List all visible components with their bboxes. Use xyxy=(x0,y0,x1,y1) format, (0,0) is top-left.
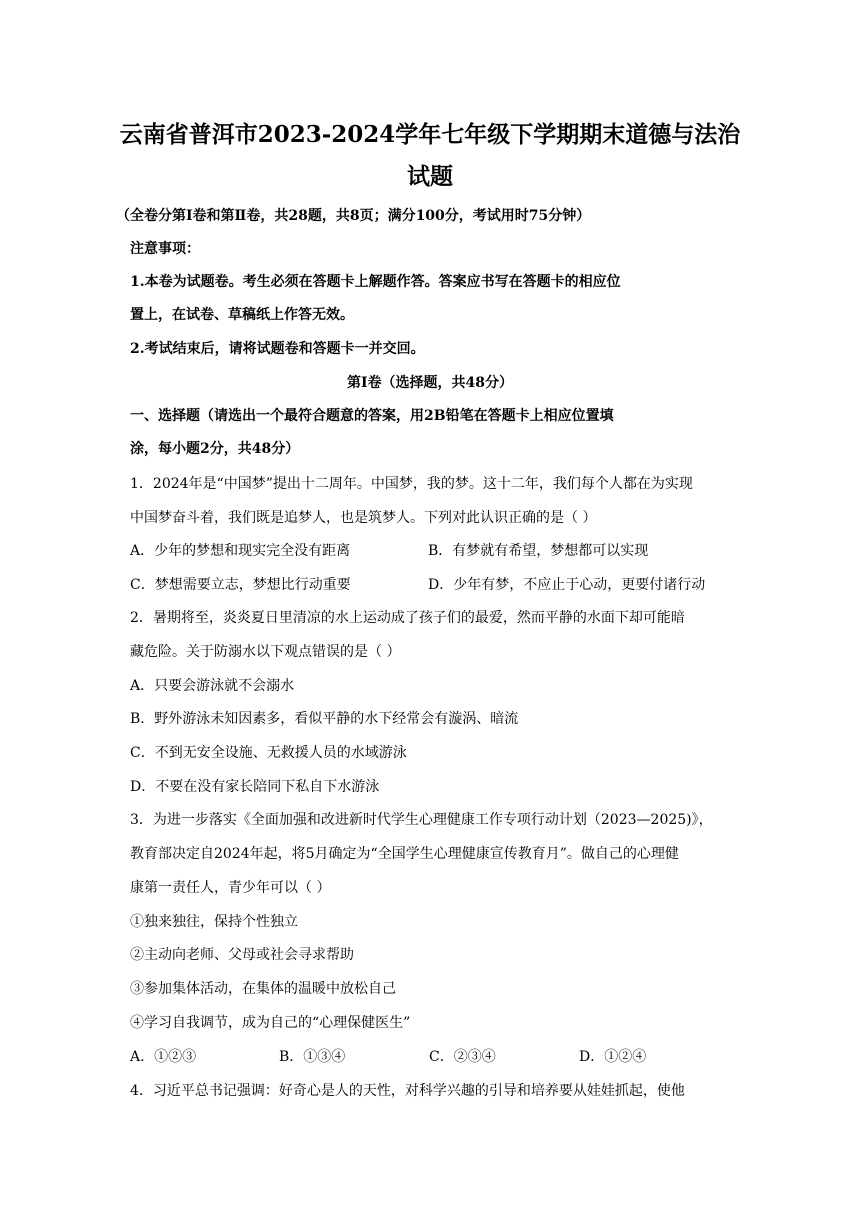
notes-heading: 注意事项： xyxy=(130,241,200,257)
q3-option-c: C．②③④ xyxy=(429,1049,496,1065)
q2-stem-line2: 藏危险。关于防溺水以下观点错误的是（ ） xyxy=(130,644,401,660)
q1-stem-line1: 1．2024年是“中国梦”提出十二周年。中国梦，我的梦。这十二年，我们每个人都在为实现 xyxy=(130,476,693,492)
note-item-1-line2: 置上，在试卷、草稿纸上作答无效。 xyxy=(130,307,354,323)
section1-instruction-line2: 涂，每小题2分，共48分） xyxy=(130,441,300,457)
q1-stem-line2: 中国梦奋斗着，我们既是追梦人，也是筑梦人。下列对此认识正确的是（ ） xyxy=(130,510,597,526)
q3-stem-line2: 教育部决定自2024年起，将5月确定为“全国学生心理健康宣传教育月”。做自己的心理健 xyxy=(130,846,679,862)
q3-option-d: D．①②④ xyxy=(579,1049,647,1065)
q1-option-b: B．有梦就有希望，梦想都可以实现 xyxy=(428,543,649,559)
document-title-line2: 试题 xyxy=(407,163,453,190)
q3-option-a: A．①②③ xyxy=(130,1049,197,1065)
q2-option-d: D．不要在没有家长陪同下私自下水游泳 xyxy=(130,779,380,795)
q2-option-b: B．野外游泳未知因素多，看似平静的水下经常会有漩涡、暗流 xyxy=(130,711,519,727)
q2-option-c: C．不到无安全设施、无救援人员的水域游泳 xyxy=(130,745,407,761)
section1-heading: 第Ⅰ卷（选择题，共48分） xyxy=(346,375,514,391)
note-item-2: 2.考试结束后，请将试题卷和答题卡一并交回。 xyxy=(130,341,425,357)
q3-stem-line3: 康第一责任人，青少年可以（ ） xyxy=(130,880,331,896)
exam-info: （全卷分第Ⅰ卷和第Ⅱ卷，共28题，共8页；满分100分，考试用时75分钟） xyxy=(116,208,591,224)
q2-option-a: A．只要会游泳就不会溺水 xyxy=(130,678,295,694)
q2-stem-line1: 2．暑期将至，炎炎夏日里清凉的水上运动成了孩子们的最爱，然而平静的水面下却可能暗 xyxy=(130,610,685,626)
q3-statement-4: ④学习自我调节，成为自己的“心理保健医生” xyxy=(130,1015,411,1031)
document-title-line1: 云南省普洱市2023-2024学年七年级下学期期末道德与法治 xyxy=(119,121,741,148)
note-item-1-line1: 1.本卷为试题卷。考生必须在答题卡上解题作答。答案应书写在答题卡的相应位 xyxy=(130,274,621,290)
section1-instruction-line1: 一、选择题（请选出一个最符合题意的答案，用2B铅笔在答题卡上相应位置填 xyxy=(130,408,614,424)
q3-statement-1: ①独来独往，保持个性独立 xyxy=(130,914,298,930)
q1-option-a: A．少年的梦想和现实完全没有距离 xyxy=(130,543,351,559)
q1-option-c: C．梦想需要立志，梦想比行动重要 xyxy=(130,577,351,593)
q3-statement-3: ③参加集体活动，在集体的温暖中放松自己 xyxy=(130,981,396,997)
q3-stem-line1: 3．为进一步落实《全面加强和改进新时代学生心理健康工作专项行动计划（2023—2025)》， xyxy=(130,812,713,828)
q3-statement-2: ②主动向老师、父母或社会寻求帮助 xyxy=(130,947,354,963)
q1-option-d: D．少年有梦，不应止于心动，更要付诸行动 xyxy=(428,577,706,593)
q3-option-b: B．①③④ xyxy=(279,1049,346,1065)
q4-stem-line1: 4．习近平总书记强调：好奇心是人的天性，对科学兴趣的引导和培养要从娃娃抓起，使他 xyxy=(130,1083,685,1099)
